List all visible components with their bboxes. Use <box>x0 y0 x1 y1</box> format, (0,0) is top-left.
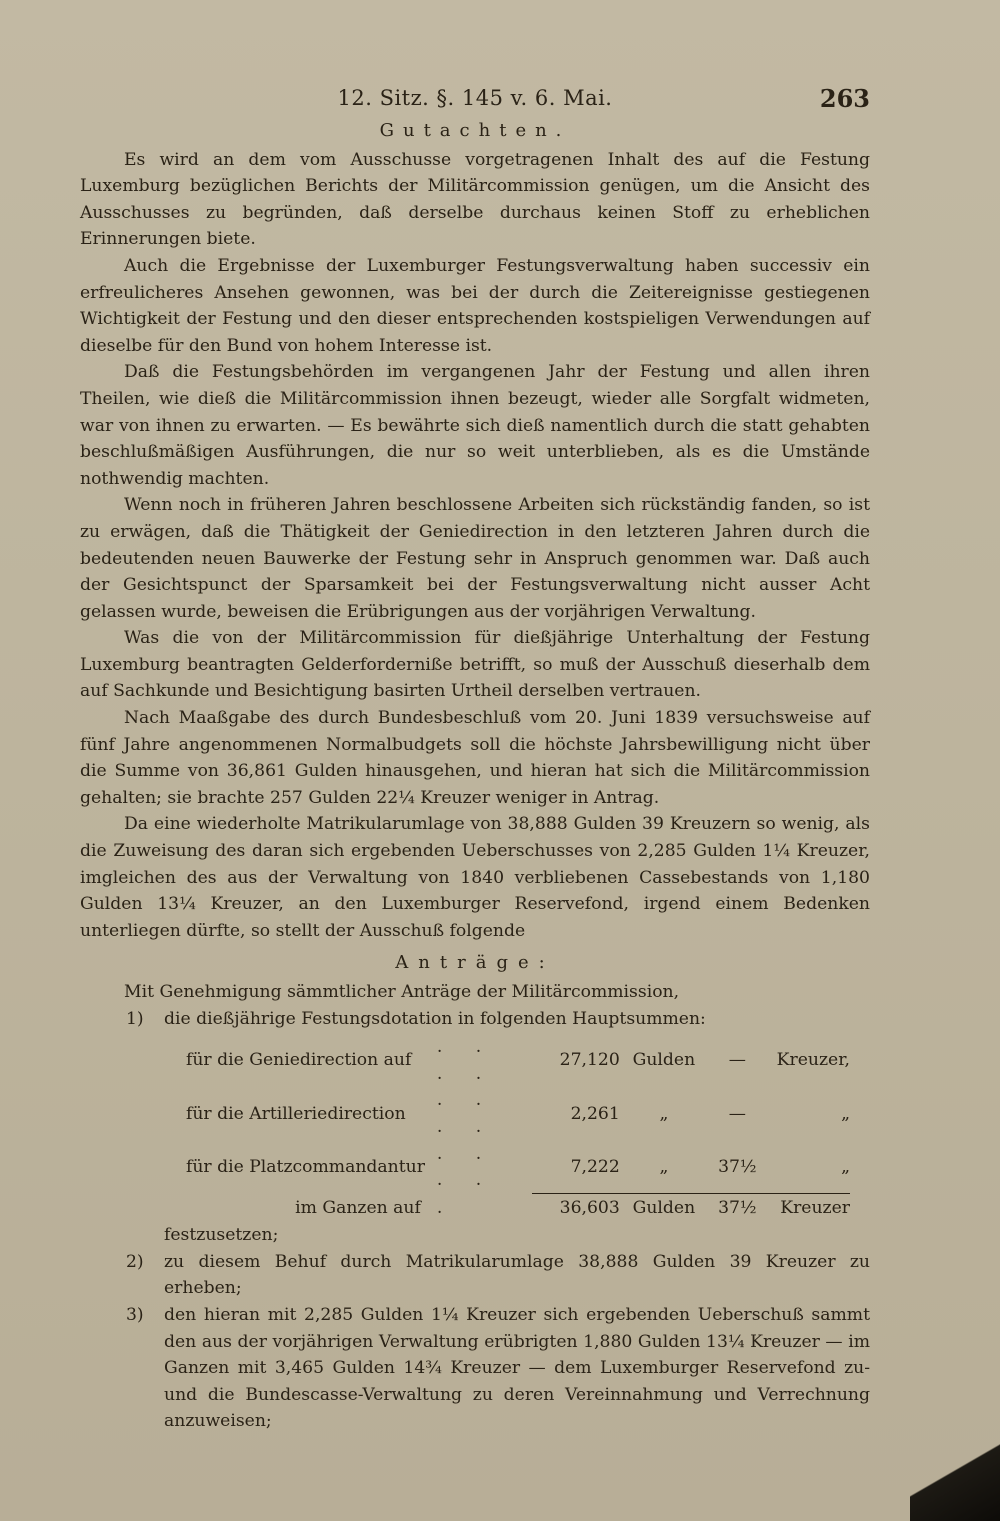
item-number: 2) <box>126 1251 144 1272</box>
item-number: 1) <box>126 1008 144 1029</box>
table-row <box>186 1034 850 1087</box>
document-body <box>80 118 870 1435</box>
antrag-item-2 <box>80 1249 870 1302</box>
item-1-after: festzusetzen; <box>164 1225 279 1246</box>
page-number: 263 <box>819 84 870 113</box>
row-kreuzer: 37½ <box>718 1156 757 1177</box>
item-text: den hieran mit 2,285 Gulden 1¼ Kreuzer sich ergebenden Ueberschuß sammt den aus der vorjährigen Verwaltung erübrigten 1,880 Gulden 13¼ Kreuzer — im Ganzen mit 3,465 Gulden 14¾ Kreuzer — dem Luxemburger Reservefond zu- und die Bundescasse-Verwaltung zu deren Vereinnahmung und Verrechnung anzuweisen; <box>164 1305 870 1432</box>
paragraph-5: Was die von der Militärcommission für dießjährige Unterhaltung der Festung Luxemburg beantragten Gelderforderniße betrifft, so muß der Ausschuß dieserhalb dem auf Sachkunde und Besichtigung basirten Urtheil derselben vertrauen. <box>80 628 870 702</box>
paragraph-1: Es wird an dem vom Ausschusse vorgetragenen Inhalt des auf die Festung Luxemburg bezüglichen Berichts der Militärcommission genügen, um die Ansicht des Ausschusses zu begründen, daß derselbe durchaus keinen Stoff zu erheblichen Erinnerungen biete. <box>80 149 870 250</box>
row-currency: „ <box>659 1156 669 1177</box>
item-text: zu diesem Behuf durch Matrikularumlage 38,888 Gulden 39 Kreuzer zu erheben; <box>164 1251 870 1299</box>
row-kreuzer: — <box>728 1103 746 1124</box>
total-unit: Kreuzer <box>767 1194 850 1223</box>
row-unit: „ <box>841 1103 850 1124</box>
row-dots: . . . . <box>436 1037 496 1084</box>
section-heading: Gutachten. <box>379 120 571 141</box>
paragraph-2: Auch die Ergebnisse der Luxemburger Festungsverwaltung haben successiv ein erfreulicheres Ansehen gewonnen, was bei der durch die Zeitereignisse gestiegenen Wichtigkeit der Festung und den dieser entsprechenden kostspieligen Verwendungen auf dieselbe für den Bund von hohem Interesse ist. <box>80 255 870 356</box>
row-kreuzer: — <box>728 1050 746 1071</box>
page-header <box>80 82 870 116</box>
total-amount: 36,603 <box>532 1194 620 1223</box>
paragraph-3: Daß die Festungsbehörden im vergangenen Jahr der Festung und allen ihren Theilen, wie dieß die Militärcommission ihnen bezeugt, wieder alle Sorgfalt widmeten, war von ihnen zu erwarten. — Es bewährte sich dieß namentlich durch die statt gehabten beschlußmäßigen Ausführungen, die nur so weit unterblieben, als es die Umstände nothwendig machten. <box>80 362 870 489</box>
row-amount: 7,222 <box>570 1156 620 1177</box>
antraege-heading: Anträge: <box>395 952 555 974</box>
dotation-table <box>186 1034 850 1222</box>
row-label: für die Geniedirection auf <box>186 1050 412 1071</box>
row-dots: . . . . <box>436 1090 496 1137</box>
total-currency: Gulden <box>620 1194 708 1223</box>
antrag-item-3 <box>80 1302 870 1435</box>
item-number: 3) <box>126 1305 144 1326</box>
row-label: für die Platzcommandantur <box>186 1156 425 1177</box>
paragraph-7: Da eine wiederholte Matrikularumlage von 38,888 Gulden 39 Kreuzern so wenig, als die Zuweisung des daran sich ergebenden Ueberschusses von 2,285 Gulden 1¼ Kreuzer, imgleichen des aus der Verwaltung von 1840 verbliebenen Cassebestands von 1,180 Gulden 13¼ Kreuzer, an den Luxemburger Reservefond, irgend einem Bedenken unterliegen dürfte, so stellt der Ausschuß folgende <box>80 814 870 941</box>
total-dots: . <box>436 1197 457 1218</box>
row-currency: Gulden <box>632 1050 696 1071</box>
row-unit: „ <box>841 1156 850 1177</box>
total-kreuzer: 37½ <box>708 1194 767 1223</box>
table-total-row <box>186 1194 850 1223</box>
table-row <box>186 1087 850 1140</box>
row-label: für die Artilleriedirection <box>186 1103 406 1124</box>
row-amount: 27,120 <box>559 1050 620 1071</box>
antraege-intro: Mit Genehmigung sämmtlicher Anträge der Militärcommission, <box>124 982 680 1002</box>
row-amount: 2,261 <box>570 1103 620 1124</box>
row-dots: . . . . <box>436 1143 496 1191</box>
paragraph-6: Nach Maaßgabe des durch Bundesbeschluß vom 20. Juni 1839 versuchsweise auf fünf Jahre angenommenen Normalbudgets soll die höchste Jahrsbewilligung nicht über die Summe von 36,861 Gulden hinausgehen, und hieran hat sich die Militärcommission gehalten; sie brachte 257 Gulden 22¼ Kreuzer weniger in Antrag. <box>80 708 870 808</box>
total-label: im Ganzen auf <box>295 1197 421 1218</box>
page-corner-shadow <box>910 1401 1000 1521</box>
paragraph-4: Wenn noch in früheren Jahren beschlossene Arbeiten sich rückständig fanden, so ist zu erwägen, daß die Thätigkeit der Geniedirection in den letzteren Jahren durch die bedeutenden neuen Bauwerke der Festung sehr in Anspruch genommen war. Daß auch der Gesichtspunct der Sparsamkeit bei der Festungsverwaltung nicht ausser Acht gelassen wurde, beweisen die Erübrigungen aus der vorjährigen Verwaltung. <box>80 495 870 622</box>
row-currency: „ <box>659 1103 669 1124</box>
running-head: 12. Sitz. §. 145 v. 6. Mai. <box>337 86 613 110</box>
row-unit: Kreuzer, <box>776 1050 850 1071</box>
table-row <box>186 1141 850 1194</box>
antrag-item-1 <box>80 1006 870 1033</box>
item-text: die dießjährige Festungsdotation in folgenden Hauptsummen: <box>164 1008 706 1029</box>
